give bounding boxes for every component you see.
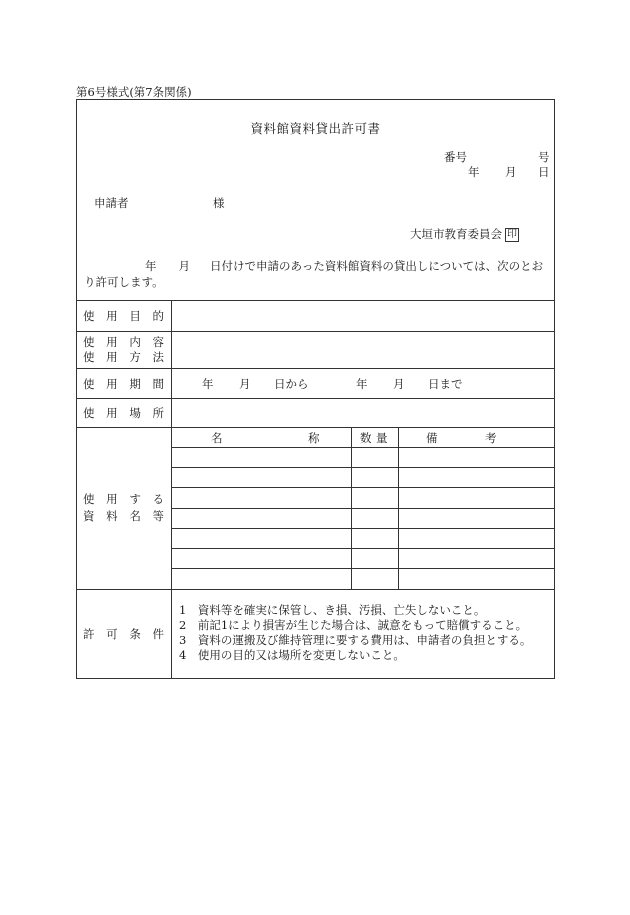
condition-item: 3 資料の運搬及び維持管理に要する費用は、申請者の負担とする。 [179,633,532,647]
period-year-until: 年 [356,377,368,391]
body-text-line1: 日付けで申請のあった資料館資料の貸出しについては、次のとお [210,259,544,273]
row-materials [77,427,554,590]
date-month: 月 [505,165,517,179]
seal-mark: 印 [507,229,517,240]
materials-row-line [171,508,554,509]
permit-statement [84,258,550,290]
period-month-from: 月 [239,377,251,391]
body-year: 年 [145,259,157,273]
row-conditions [77,589,554,678]
date-year: 年 [468,165,480,179]
materials-row-line [171,467,554,468]
label-content-method: 使 用 内 容 使 用 方 法 [77,331,172,368]
materials-row-line [171,487,554,488]
label-materials: 使 用 す る 資 料 名 等 [77,427,172,589]
date-day: 日 [538,165,550,179]
label-period: 使 用 期 間 [77,368,172,398]
row-content-method [77,331,554,369]
document-title: 資料館資料貸出許可書 [250,121,381,136]
permit-form [76,99,555,679]
materials-row-line [171,548,554,549]
label-place: 使 用 場 所 [77,398,172,427]
header-remarks-b: 考 [485,431,497,445]
row-period [77,368,554,399]
materials-row-line [171,528,554,529]
period-day-until: 日まで [428,377,463,391]
form-number-label: 第6号様式(第7条関係) [76,85,192,99]
condition-item: 2 前記1により損害が生じた場合は、誠意をもって賠償すること。 [179,618,528,632]
issuer-text: 大垣市教育委員会 [410,227,502,241]
row-place [77,398,554,428]
condition-item: 1 資料等を確実に保管し、き損、汚損、亡失しないこと。 [179,603,486,617]
label-conditions: 許 可 条 件 [77,589,172,678]
header-name-b: 称 [308,431,320,445]
number-suffix: 号 [538,150,550,164]
period-month-until: 月 [393,377,405,391]
body-month: 月 [178,259,190,273]
label-purpose: 使 用 目 的 [77,300,172,331]
issuer-name [410,226,519,242]
header-remarks-a: 備 [426,431,438,445]
row-purpose [77,300,554,332]
number-label: 番号 [444,150,467,164]
condition-item: 4 使用の目的又は場所を変更しないこと。 [179,648,405,662]
materials-row-line [171,568,554,569]
applicant-label: 申請者 [94,196,129,210]
applicant-suffix: 様 [213,196,225,210]
header-name-a: 名 [211,431,223,445]
body-text-line2: り許可します。 [84,275,164,289]
header-qty-a: 数 [360,431,372,445]
materials-row-line [171,447,554,448]
form-header [77,100,554,301]
header-qty-b: 量 [376,431,388,445]
period-year-from: 年 [202,377,214,391]
period-day-from: 日から [274,377,309,391]
